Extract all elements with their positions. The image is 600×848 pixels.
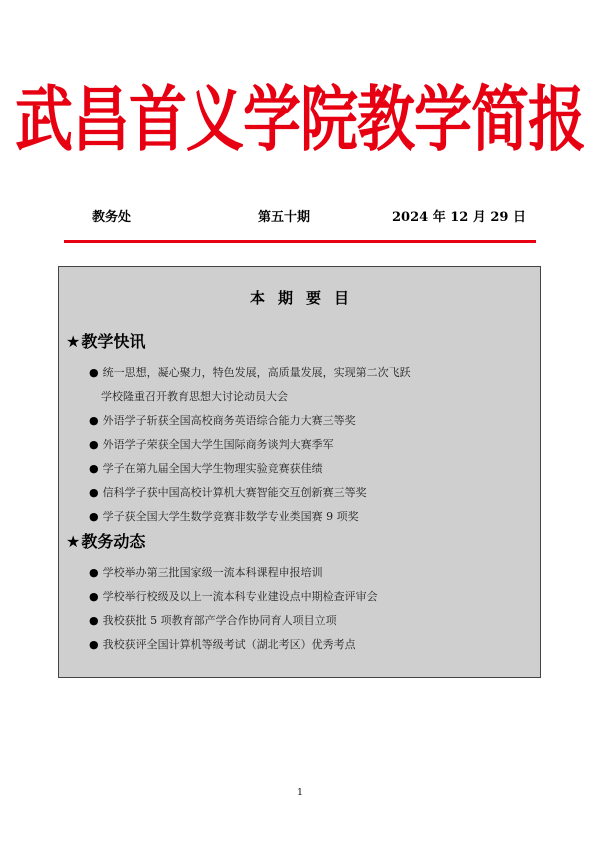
contents-title: 本期要目 — [249, 289, 362, 307]
list-item[interactable]: ● 学子获全国大学生数学竞赛非数学专业类国赛 9 项奖 — [89, 510, 359, 523]
star-icon: ★ — [66, 532, 81, 551]
department-label: 教务处 — [92, 210, 132, 225]
bullet-icon: ● — [89, 486, 99, 499]
bullet-icon: ● — [89, 638, 99, 651]
bullet-icon: ● — [89, 414, 99, 427]
section-title: 教务动态 — [81, 532, 146, 551]
section-heading-teaching-news — [66, 329, 145, 352]
list-item[interactable]: ● 学校举办第三批国家级一流本科课程申报培训 — [89, 566, 323, 579]
list-item[interactable]: ● 我校获批 5 项教育部产学合作协同育人项目立项 — [89, 614, 337, 627]
bullet-icon: ● — [89, 366, 99, 379]
bullet-icon: ● — [89, 614, 99, 627]
section-heading-academic-affairs — [66, 529, 145, 552]
bullet-icon: ● — [89, 462, 99, 475]
issue-number: 第五十期 — [258, 210, 311, 225]
list-item[interactable]: ● 学校举行校级及以上一流本科专业建设点中期检查评审会 — [89, 590, 378, 603]
bullet-icon: ● — [89, 590, 99, 603]
page-number: 1 — [297, 788, 303, 798]
issue-date: 2024 年 12 月 29 日 — [392, 210, 526, 225]
list-item[interactable]: ● 学子在第九届全国大学生物理实验竞赛获佳绩 — [89, 462, 323, 475]
table-of-contents — [58, 266, 541, 678]
list-item[interactable]: ● 信科学子获中国高校计算机大赛智能交互创新赛三等奖 — [89, 486, 367, 499]
newsletter-masthead: 武昌首义学院教学简报 — [14, 77, 585, 161]
bullet-icon: ● — [89, 566, 99, 579]
list-item[interactable]: ● 我校获评全国计算机等级考试（湖北考区）优秀考点 — [89, 638, 356, 651]
red-divider — [64, 240, 536, 243]
bullet-icon: ● — [89, 510, 99, 523]
section-title: 教学快讯 — [81, 332, 146, 351]
list-item[interactable]: ● 统一思想，凝心聚力，特色发展，高质量发展，实现第二次飞跃 — [89, 366, 411, 379]
list-item[interactable]: ● 外语学子荣获全国大学生国际商务谈判大赛季军 — [89, 438, 334, 451]
list-item[interactable]: ● 外语学子斩获全国高校商务英语综合能力大赛三等奖 — [89, 414, 356, 427]
bullet-icon: ● — [89, 438, 99, 451]
list-item[interactable]: 学校隆重召开教育思想大讨论动员大会 — [101, 390, 288, 403]
star-icon: ★ — [66, 332, 81, 351]
